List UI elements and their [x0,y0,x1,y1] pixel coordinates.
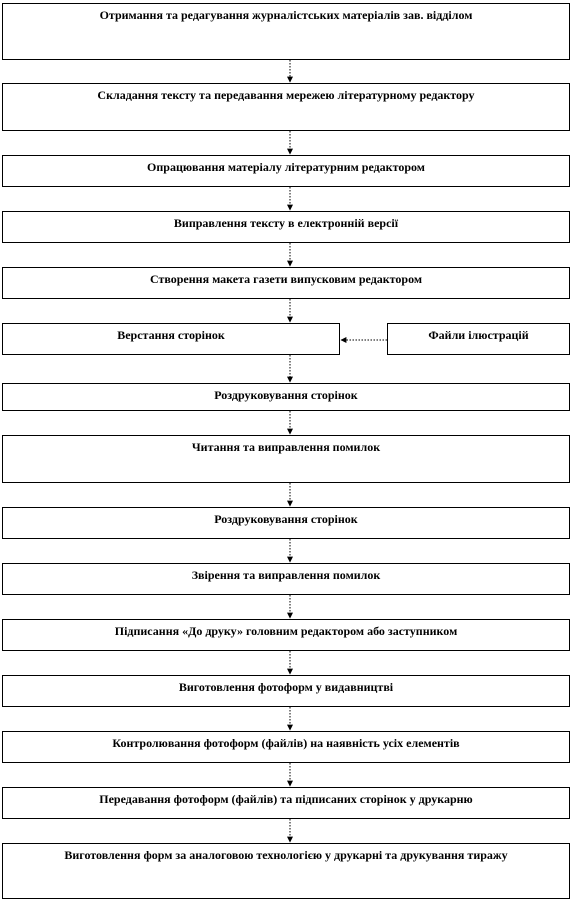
step-s6b: Файли ілюстрацій [387,323,570,355]
step-s14: Передавання фотоформ (файлів) та підписаних сторінок у друкарню [2,787,570,819]
step-s4: Виправлення тексту в електронній версії [2,211,570,243]
step-s5: Створення макета газети випусковим редактором [2,267,570,299]
step-s12: Виготовлення фотоформ у видавництві [2,675,570,707]
step-s3: Опрацювання матеріалу літературним редактором [2,155,570,187]
step-s9: Роздруковування сторінок [2,507,570,539]
step-s6: Верстання сторінок [2,323,340,355]
step-s8: Читання та виправлення помилок [2,435,570,483]
step-s15: Виготовлення форм за аналоговою технологією у друкарні та друкування тиражу [2,843,570,899]
step-s11: Підписання «До друку» головним редактором або заступником [2,619,570,651]
step-s13: Контролювання фотоформ (файлів) на наявність усіх елементів [2,731,570,763]
step-s7: Роздруковування сторінок [2,383,570,411]
step-s2: Складання тексту та передавання мережею літературному редактору [2,83,570,131]
step-s10: Звірення та виправлення помилок [2,563,570,595]
step-s1: Отримання та редагування журналістських матеріалів зав. відділом [2,3,570,60]
